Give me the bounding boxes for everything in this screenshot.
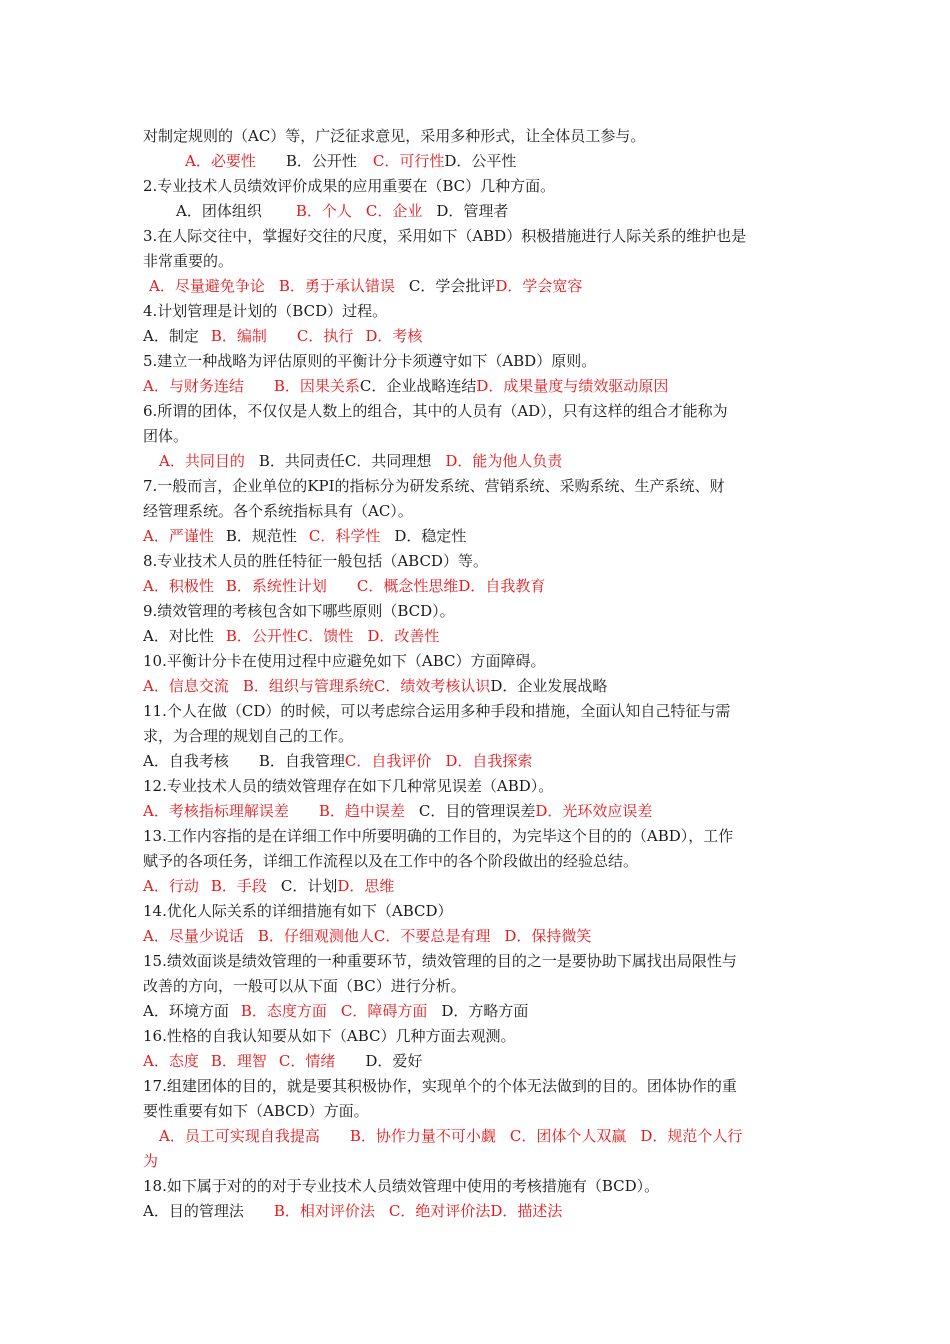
- correct-option: B．系统性计划: [225, 577, 327, 595]
- correct-option: B．相对评价法: [273, 1202, 375, 1220]
- correct-option: A．行动: [143, 877, 199, 895]
- option: B．自我管理: [258, 752, 345, 770]
- question-text-line: 非常重要的。: [143, 252, 234, 270]
- answer-options-line: [143, 199, 813, 224]
- correct-option: C．绝对评价法: [388, 1202, 491, 1220]
- question-text-line: 18.如下属于对的的对于专业技术人员绩效管理中使用的考核措施有（BCD）。: [143, 1177, 660, 1195]
- correct-option: A．必要性: [185, 152, 256, 170]
- correct-option: 为: [143, 1152, 159, 1170]
- option: B．公开性: [285, 152, 357, 170]
- question-text-line: 4.计划管理是计划的（BCD）过程。: [143, 302, 388, 320]
- correct-option: B．个人: [295, 202, 352, 220]
- answer-options-line: [143, 574, 813, 599]
- option: D．管理者: [436, 202, 509, 220]
- question-text-line: 16.性格的自我认知要从如下（ABC）几种方面去观测。: [143, 1027, 516, 1045]
- question-text-line: 7.一般而言，企业单位的KPI的指标分为研发系统、营销系统、采购系统、生产系统、财: [143, 477, 725, 495]
- option: B．共同责任: [258, 452, 345, 470]
- correct-option: C．自我评价: [344, 752, 432, 770]
- correct-option: C．绩效考核认识: [373, 677, 491, 695]
- option: D．企业发展战略: [490, 677, 608, 695]
- option: D．公平性: [444, 152, 517, 170]
- question-text-line: 2.专业技术人员绩效评价成果的应用重要在（BC）几种方面。: [143, 177, 556, 195]
- correct-option: A．与财务连结: [143, 377, 244, 395]
- answer-options-line: [143, 1149, 813, 1174]
- question-text-line: 团体。: [143, 427, 189, 445]
- correct-option: A．员工可实现自我提高: [159, 1127, 320, 1145]
- question-text-line: 12.专业技术人员的绩效管理存在如下几种常见误差（ABD）。: [143, 777, 554, 795]
- correct-option: C．企业: [365, 202, 423, 220]
- answer-options-line: [143, 624, 813, 649]
- correct-option: D．改善性: [367, 627, 440, 645]
- answer-options-line: [143, 874, 813, 899]
- option: C．计划: [280, 877, 338, 895]
- correct-option: C．执行: [296, 327, 354, 345]
- correct-option: D．学会宽容: [495, 277, 583, 295]
- correct-option: D．成果量度与绩效驱动原因: [476, 377, 669, 395]
- option: B．规范性: [225, 527, 297, 545]
- option: A．自我考核: [143, 752, 229, 770]
- option: A．环境方面: [143, 1002, 229, 1020]
- option: D．稳定性: [394, 527, 467, 545]
- question-text-line: 9.绩效管理的考核包含如下哪些原则（BCD）。: [143, 602, 455, 620]
- correct-option: B．勇于承认错误: [278, 277, 395, 295]
- correct-option: C．不要总是有理: [373, 927, 491, 945]
- answer-options-line: [143, 1124, 813, 1149]
- option: C．企业战略连结: [359, 377, 477, 395]
- question-text-line: 15.绩效面谈是绩效管理的一种重要环节，绩效管理的目的之一是要协助下属找出局限性与: [143, 952, 737, 970]
- question-text-line: 10.平衡计分卡在使用过程中应避免如下（ABC）方面障碍。: [143, 652, 546, 670]
- correct-option: C．可行性: [372, 152, 445, 170]
- question-text-line: 要性重要有如下（ABCD）方面。: [143, 1102, 369, 1120]
- correct-option: C．概念性思维: [356, 577, 459, 595]
- correct-option: A．态度: [143, 1052, 199, 1070]
- answer-options-line: [143, 1049, 813, 1074]
- question-text-line: 14.优化人际关系的详细措施有如下（ABCD）: [143, 902, 453, 920]
- correct-option: A．尽量避免争论: [149, 277, 265, 295]
- answer-options-line: [143, 449, 813, 474]
- answer-options-line: [143, 924, 813, 949]
- question-list: [143, 124, 813, 1224]
- correct-option: A．积极性: [143, 577, 214, 595]
- answer-options-line: [143, 149, 813, 174]
- correct-option: D．规范个人行: [640, 1127, 743, 1145]
- option: C．共同理想: [344, 452, 432, 470]
- option: A．制定: [143, 327, 199, 345]
- question-text-line: 8.专业技术人员的胜任特征一般包括（ABCD）等。: [143, 552, 488, 570]
- answer-options-line: [143, 749, 813, 774]
- question-text-line: 赋予的各项任务，详细工作流程以及在工作中的各个阶段做出的经验总结。: [143, 852, 639, 870]
- correct-option: A．尽量少说话: [143, 927, 244, 945]
- correct-option: B．编制: [210, 327, 267, 345]
- correct-option: D．保持微笑: [504, 927, 592, 945]
- correct-option: C．情绪: [278, 1052, 336, 1070]
- question-text-line: 5.建立一种战略为评估原则的平衡计分卡须遵守如下（ABD）原则。: [143, 352, 597, 370]
- correct-option: B．因果关系: [273, 377, 360, 395]
- option: C．学会批评: [408, 277, 496, 295]
- option: A．对比性: [143, 627, 214, 645]
- correct-option: C．团体个人双赢: [509, 1127, 627, 1145]
- correct-option: D．考核: [365, 327, 423, 345]
- option: D．爱好: [365, 1052, 423, 1070]
- option: C．目的管理误差: [418, 802, 536, 820]
- option: A．目的管理法: [143, 1202, 244, 1220]
- correct-option: D．思维: [337, 877, 395, 895]
- answer-options-line: [143, 1199, 813, 1224]
- correct-option: A．共同目的: [159, 452, 245, 470]
- question-text-line: 3.在人际交往中，掌握好交往的尺度，采用如下（ABD）积极措施进行人际关系的维护也是: [143, 227, 747, 245]
- question-text-line: 13.工作内容指的是在详细工作中所要明确的工作目的，为完毕这个目的的（ABD），工作: [143, 827, 734, 845]
- answer-options-line: [143, 674, 813, 699]
- correct-option: B．趋中误差: [318, 802, 405, 820]
- correct-option: D．自我探索: [445, 752, 533, 770]
- correct-option: D．自我教育: [458, 577, 546, 595]
- correct-option: B．组织与管理系统: [242, 677, 374, 695]
- question-text-line: 11.个人在做（CD）的时候，可以考虑综合运用多种手段和措施，全面认知自己特征与需: [143, 702, 731, 720]
- correct-option: B．手段: [210, 877, 267, 895]
- correct-option: A．考核指标理解误差: [143, 802, 289, 820]
- option: A．团体组织: [176, 202, 262, 220]
- correct-option: B．仔细观测他人: [257, 927, 374, 945]
- answer-options-line: [143, 799, 813, 824]
- question-text-line: 经管理系统。各个系统指标具有（AC）。: [143, 502, 413, 520]
- answer-options-line: [143, 524, 813, 549]
- correct-option: C．障碍方面: [340, 1002, 428, 1020]
- correct-option: A．信息交流: [143, 677, 229, 695]
- correct-option: A．严谨性: [143, 527, 214, 545]
- correct-option: B．协作力量不可小觑: [349, 1127, 496, 1145]
- question-text-line: 6.所谓的团体，不仅仅是人数上的组合，其中的人员有（AD），只有这样的组合才能称为: [143, 402, 728, 420]
- answer-options-line: [143, 999, 813, 1024]
- question-text-line: 17.组建团体的目的，就是要其积极协作，实现单个的个体无法做到的目的。团体协作的重: [143, 1077, 737, 1095]
- answer-options-line: [143, 374, 813, 399]
- correct-option: C．科学性: [308, 527, 381, 545]
- correct-option: D．光环效应误差: [535, 802, 653, 820]
- correct-option: C．馈性: [296, 627, 354, 645]
- correct-option: B．理智: [210, 1052, 267, 1070]
- question-text-line: 对制定规则的（AC）等，广泛征求意见，采用多种形式，让全体员工参与。: [143, 127, 646, 145]
- correct-option: B．公开性: [225, 627, 297, 645]
- correct-option: B．态度方面: [240, 1002, 327, 1020]
- correct-option: D．描述法: [490, 1202, 563, 1220]
- correct-option: D．能为他人负责: [445, 452, 563, 470]
- answer-options-line: [143, 324, 813, 349]
- question-text-line: 求，为合理的规划自己的工作。: [143, 727, 354, 745]
- option: D．方略方面: [441, 1002, 529, 1020]
- answer-options-line: [143, 274, 813, 299]
- question-text-line: 改善的方向，一般可以从下面（BC）进行分析。: [143, 977, 466, 995]
